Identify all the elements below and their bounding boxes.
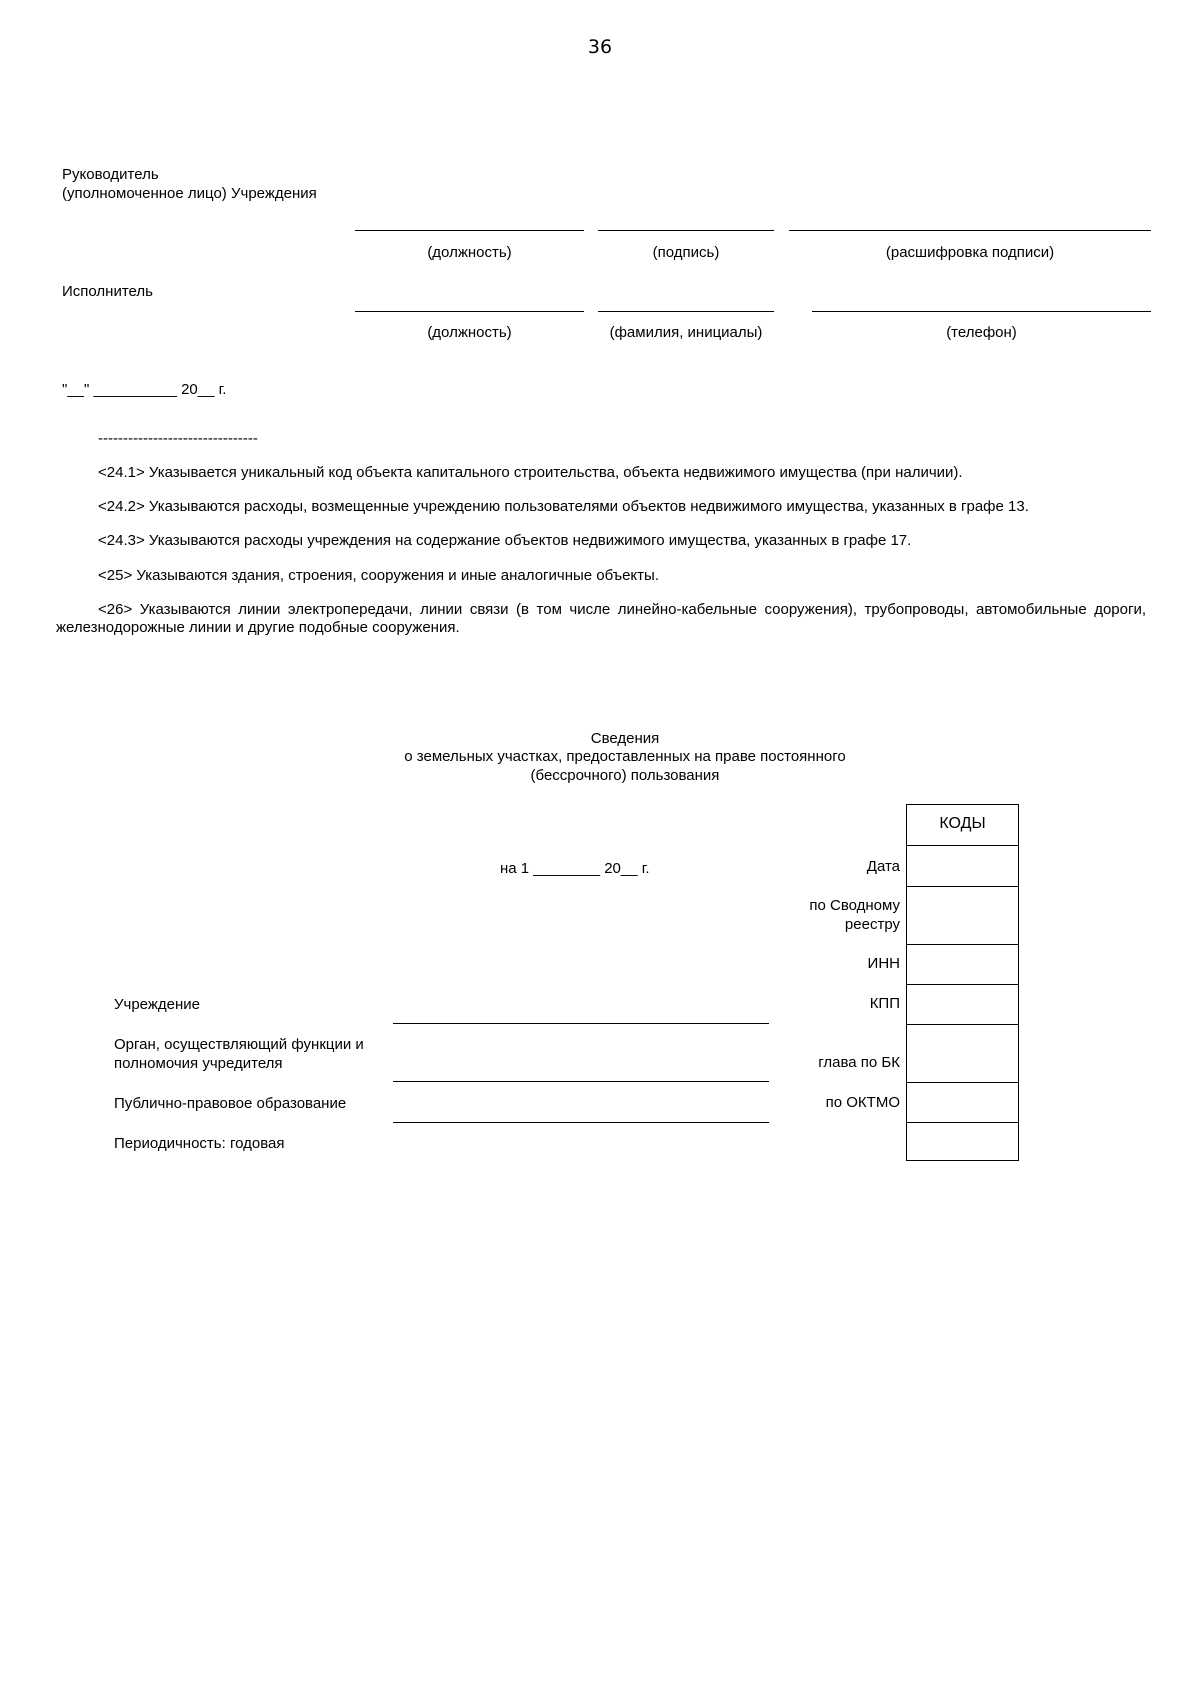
head-signature-line[interactable] [598, 230, 774, 231]
section-title: Сведения [590, 730, 660, 747]
codes-header: КОДЫ [939, 815, 986, 832]
codes-table [906, 804, 1019, 1161]
public-entity-line[interactable] [393, 1122, 769, 1123]
executor-position-caption: (должность) [427, 324, 512, 341]
code-cell-oktmo[interactable] [907, 1082, 1018, 1083]
executor-name-line[interactable] [598, 311, 774, 312]
code-cell-bk[interactable] [907, 1024, 1018, 1025]
executor-phone-line[interactable] [812, 311, 1151, 312]
executor-label: Исполнитель [62, 283, 153, 300]
founder-line[interactable] [393, 1081, 769, 1082]
code-label-kpp: КПП [869, 995, 900, 1012]
code-label-inn: ИНН [867, 955, 900, 972]
head-decode-line[interactable] [789, 230, 1151, 231]
code-cell-periodicity[interactable] [907, 1122, 1018, 1123]
code-label-oktmo: по ОКТМО [825, 1094, 900, 1111]
executor-phone-caption: (телефон) [946, 324, 1017, 341]
head-label: Руководитель [62, 166, 159, 183]
head-position-line[interactable] [355, 230, 584, 231]
code-label-registry-1: по Сводному [809, 897, 900, 914]
institution-label: Учреждение [114, 996, 200, 1013]
code-label-date: Дата [866, 858, 900, 875]
footnote-25: <25> Указываются здания, строения, сооружения и иные аналогичные объекты. [98, 567, 659, 584]
section-title-line-3: (бессрочного) пользования [530, 767, 720, 784]
executor-name-caption: (фамилия, инициалы) [609, 324, 763, 341]
head-decode-caption: (расшифровка подписи) [885, 244, 1055, 261]
head-sublabel: (уполномоченное лицо) Учреждения [62, 185, 317, 202]
signature-date[interactable]: "__" __________ 20__ г. [62, 381, 227, 398]
footnote-26: <26> Указываются линии электропередачи, линии связи (в том числе линейно-кабельные сооружения), трубопроводы, автомобильные дороги, железнодорожные линии и другие подобные сооружения. [56, 601, 1146, 636]
code-cell-date[interactable] [907, 845, 1018, 846]
institution-line[interactable] [393, 1023, 769, 1024]
code-label-registry-2: реестру [844, 916, 900, 933]
footnote-24-3: <24.3> Указываются расходы учреждения на содержание объектов недвижимого имущества, указанных в графе 17. [98, 532, 912, 549]
head-position-caption: (должность) [427, 244, 512, 261]
executor-position-line[interactable] [355, 311, 584, 312]
report-date[interactable]: на 1 ________ 20__ г. [500, 860, 650, 877]
footnote-24-2: <24.2> Указываются расходы, возмещенные учреждению пользователями объектов недвижимого имущества, указанных в графе 13. [98, 498, 1029, 515]
founder-label-1: Орган, осуществляющий функции и [114, 1036, 364, 1053]
code-cell-inn[interactable] [907, 944, 1018, 945]
code-label-bk: глава по БК [818, 1054, 900, 1071]
founder-label-2: полномочия учредителя [114, 1055, 283, 1072]
code-cell-registry[interactable] [907, 886, 1018, 887]
periodicity-label: Периодичность: годовая [114, 1135, 285, 1152]
head-signature-caption: (подпись) [652, 244, 720, 261]
section-title-line-2: о земельных участках, предоставленных на праве постоянного [404, 748, 846, 765]
footnote-24-1: <24.1> Указывается уникальный код объекта капитального строительства, объекта недвижимого имущества (при наличии). [98, 464, 963, 481]
code-cell-kpp[interactable] [907, 984, 1018, 985]
footnote-separator: -------------------------------- [98, 430, 258, 447]
public-entity-label: Публично-правовое образование [114, 1095, 347, 1112]
page-number: 36 [587, 36, 613, 58]
